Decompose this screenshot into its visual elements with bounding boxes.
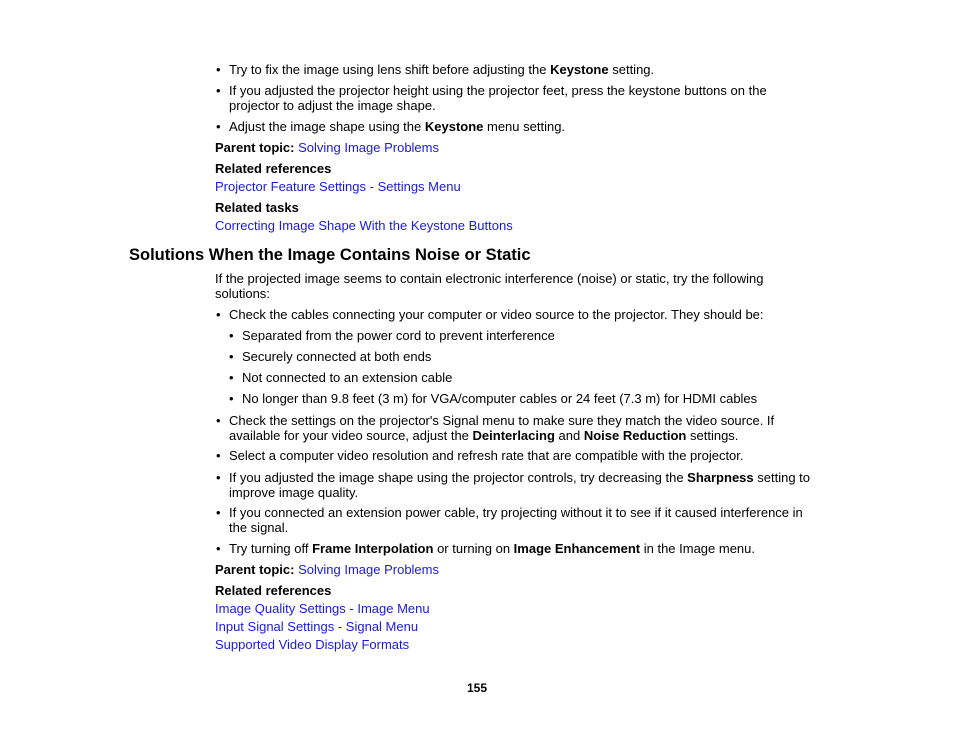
sub-list-item: • Separated from the power cord to prevent interference [229,328,555,343]
list-item: • Check the cables connecting your computer or video source to the projector. They should be: [216,307,764,322]
intro-paragraph: If the projected image seems to contain electronic interference (noise) or static, try the following solutions: [215,271,764,301]
link-supported-video-display-formats[interactable]: Supported Video Display Formats [215,637,410,652]
link-solving-image-problems[interactable]: Solving Image Problems [298,140,439,155]
list-item: • If you connected an extension power cable, try projecting without it to see if it caused interference in the signal. [216,505,803,535]
list-item: • Try turning off Frame Interpolation or turning on Image Enhancement in the Image menu. [216,541,756,556]
link-correcting-image-shape[interactable]: Correcting Image Shape With the Keystone Buttons [215,218,513,233]
list-item: • If you adjusted the projector height using the projector feet, press the keystone buttons on the projector to adjust the image shape. [216,83,767,113]
list-item: • Check the settings on the projector's Signal menu to make sure they match the video source. If available for your video source, adjust the Deinterlacing and Noise Reduction settings. [216,413,775,443]
sub-list-item: • Not connected to an extension cable [229,370,453,385]
parent-topic: Parent topic: Solving Image Problems [215,140,439,155]
list-item: • Adjust the image shape using the Keystone menu setting. [216,119,566,134]
related-references-heading: Related references [215,583,332,598]
link-input-signal-settings[interactable]: Input Signal Settings - Signal Menu [215,619,419,634]
parent-topic: Parent topic: Solving Image Problems [215,562,439,577]
list-item: • If you adjusted the image shape using the projector controls, try decreasing the Sharpness setting to improve image quality. [216,470,811,500]
related-tasks-heading: Related tasks [215,200,299,215]
link-image-quality-settings[interactable]: Image Quality Settings - Image Menu [215,601,430,616]
section-heading: Solutions When the Image Contains Noise or Static [129,246,531,264]
page-number: 155 [466,681,488,695]
link-projector-feature-settings[interactable]: Projector Feature Settings - Settings Menu [215,179,461,194]
list-item: • Select a computer video resolution and refresh rate that are compatible with the projector. [216,448,744,463]
link-solving-image-problems[interactable]: Solving Image Problems [298,562,439,577]
list-item: • Try to fix the image using lens shift before adjusting the Keystone setting. [216,62,655,77]
sub-list-item: • Securely connected at both ends [229,349,432,364]
sub-list-item: • No longer than 9.8 feet (3 m) for VGA/computer cables or 24 feet (7.3 m) for HDMI cables [229,391,758,406]
related-references-heading: Related references [215,161,332,176]
